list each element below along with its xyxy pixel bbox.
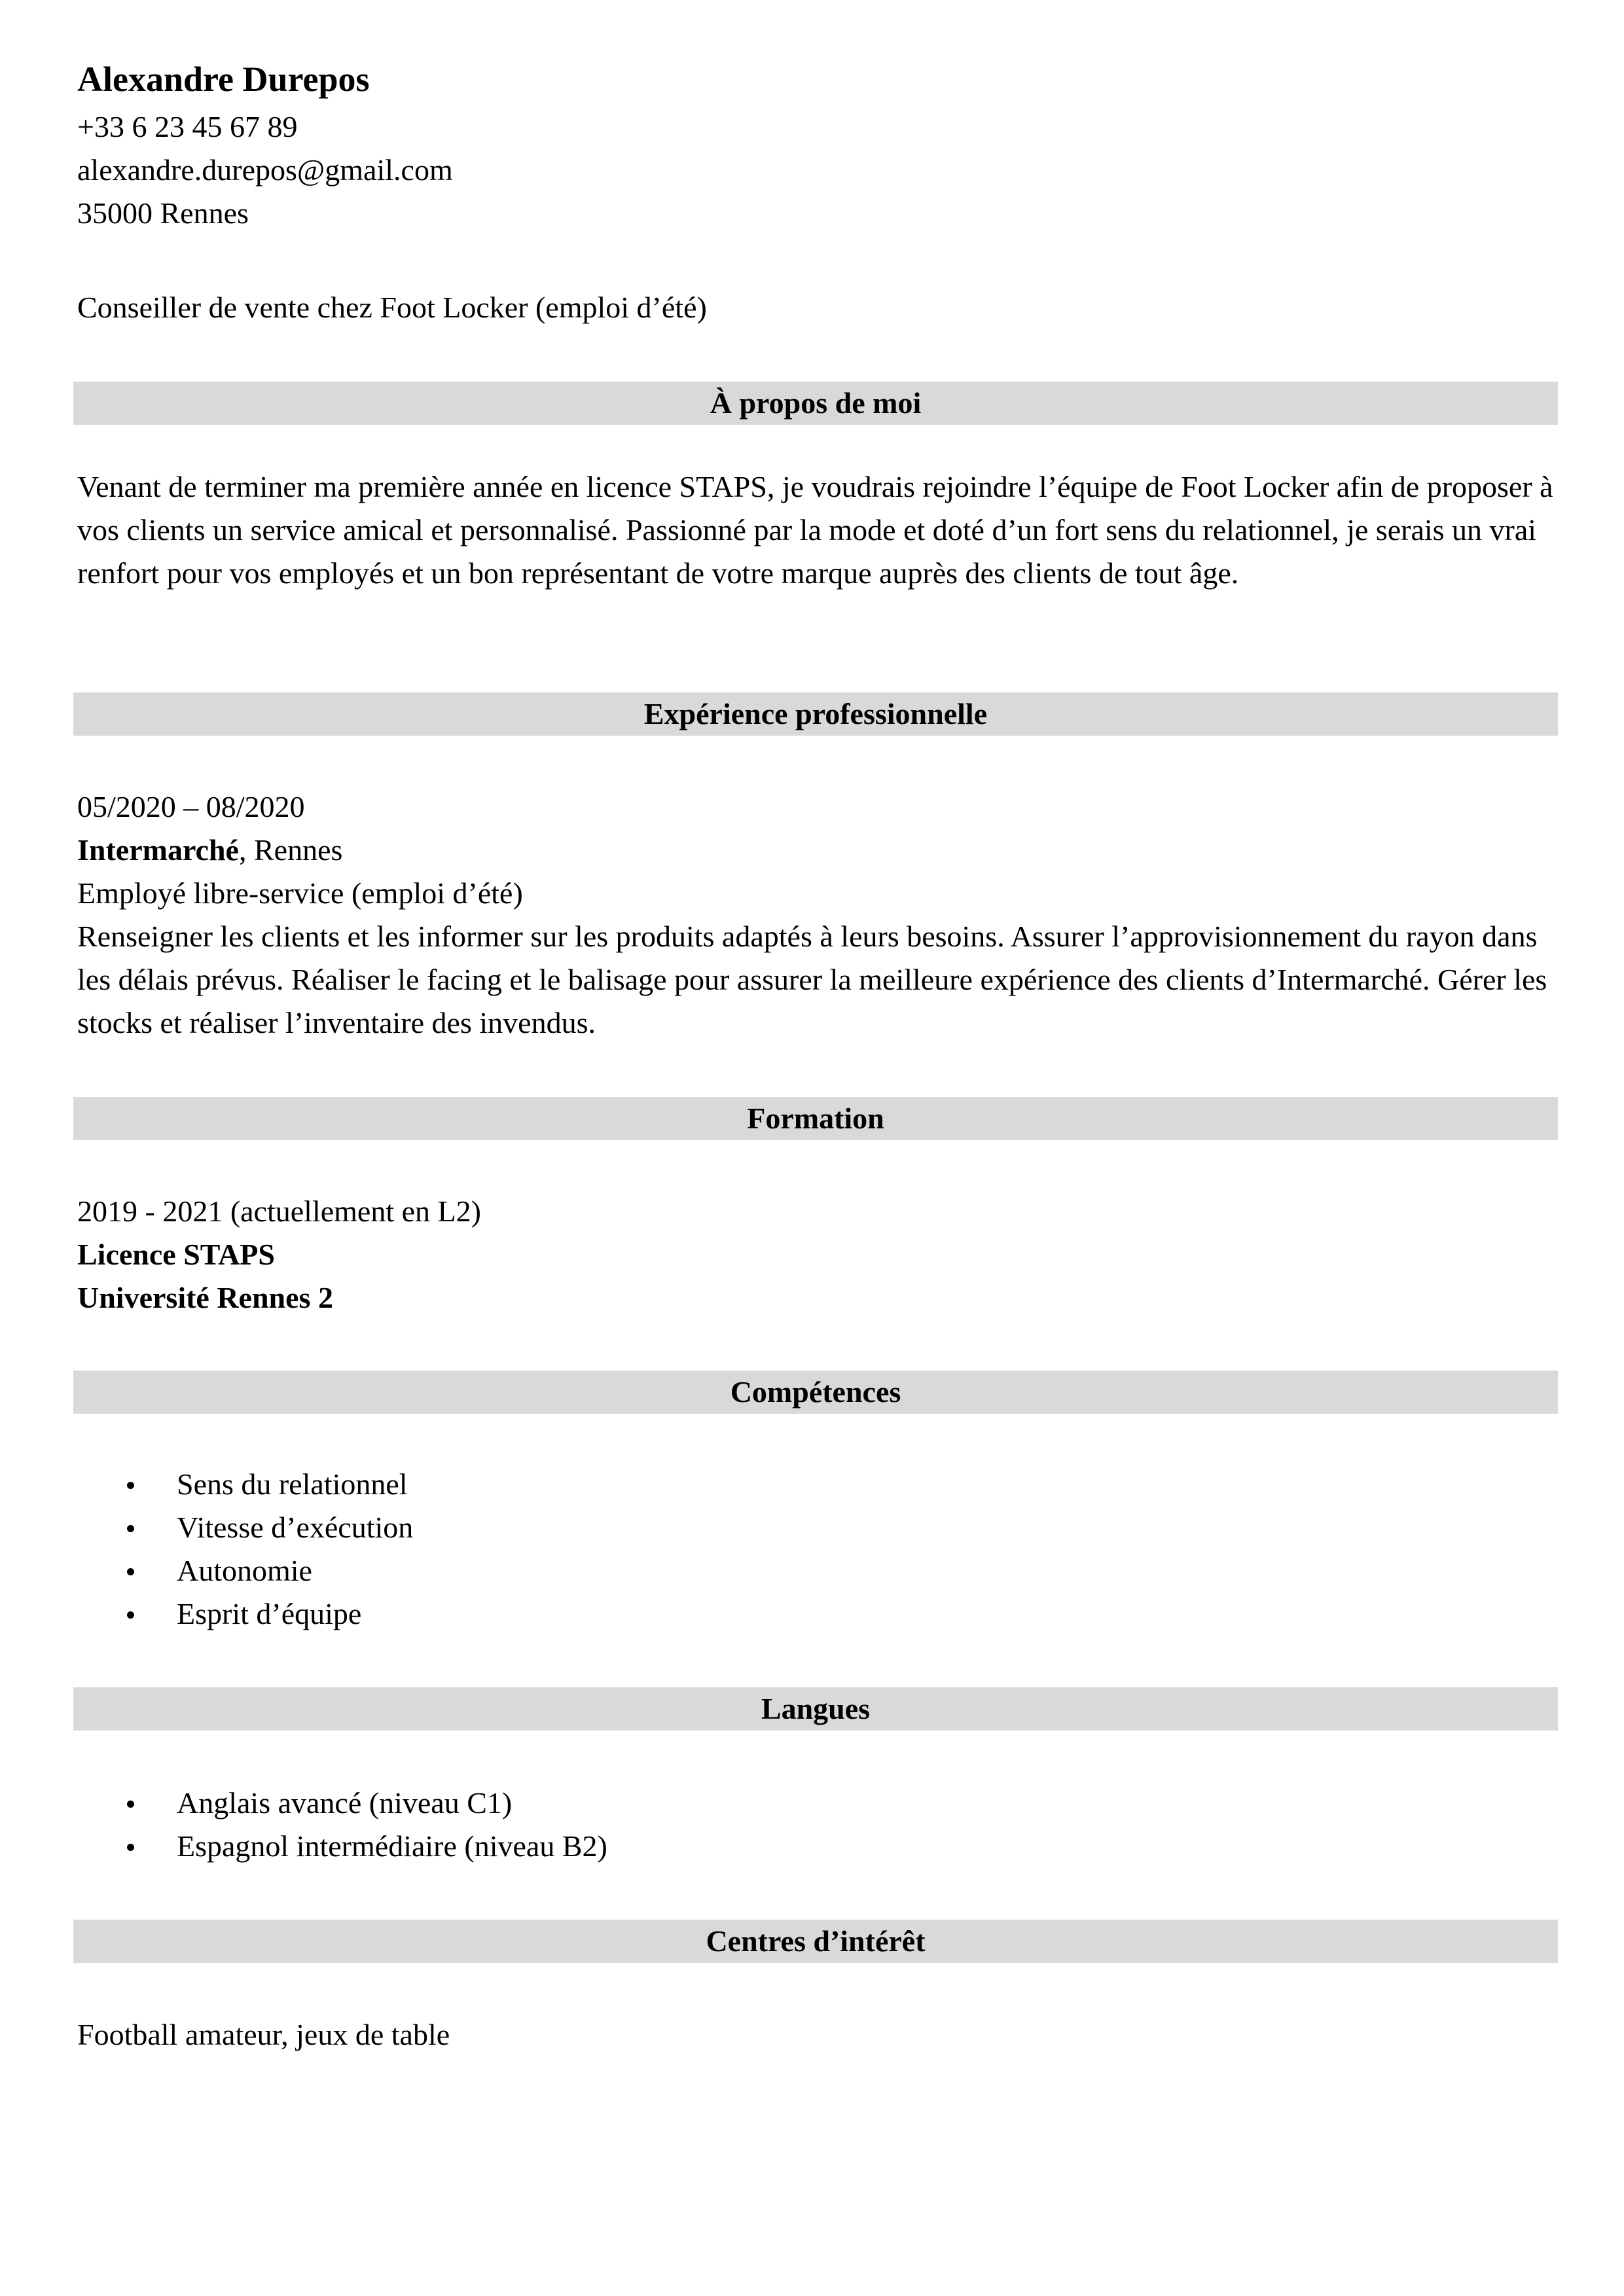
section-header-experience: Expérience professionnelle [73, 692, 1558, 736]
languages-list [77, 1782, 607, 1868]
bullet-icon [127, 1801, 134, 1808]
list-item [77, 1592, 413, 1636]
bullet-icon [127, 1611, 134, 1619]
postal-address: 35000 Rennes [77, 196, 249, 230]
experience-employer [77, 829, 342, 872]
skill-label: Autonomie [177, 1554, 312, 1587]
experience-location: , Rennes [238, 833, 343, 867]
section-header-education: Formation [73, 1097, 1558, 1140]
candidate-name: Alexandre Durepos [77, 60, 370, 99]
experience-dates: 05/2020 – 08/2020 [77, 790, 305, 823]
experience-description: Renseigner les clients et les informer sur les produits adaptés à leurs besoins. Assurer l’approvisionnement du rayon dans les délais prévus. Réaliser le facing et le balisage pour assurer la meilleure expérience des clients d’Intermarché. Gérer les stocks et réaliser l’inventaire des invendus. [77, 920, 1547, 1039]
education-school: Université Rennes 2 [77, 1281, 333, 1314]
list-item [77, 1825, 607, 1868]
list-item [77, 1463, 413, 1506]
interests-text: Football amateur, jeux de table [77, 2018, 450, 2051]
bullet-icon [127, 1482, 134, 1489]
skill-label: Vitesse d’exécution [177, 1511, 414, 1544]
list-item [77, 1549, 413, 1592]
language-label: Anglais avancé (niveau C1) [177, 1786, 513, 1820]
skills-list [77, 1463, 413, 1636]
section-header-skills: Compétences [73, 1371, 1558, 1414]
bullet-icon [127, 1525, 134, 1532]
section-header-languages: Langues [73, 1687, 1558, 1731]
bullet-icon [127, 1568, 134, 1575]
phone-number: +33 6 23 45 67 89 [77, 110, 298, 143]
skill-label: Sens du relationnel [177, 1467, 408, 1501]
bullet-icon [127, 1844, 134, 1851]
about-text: Venant de terminer ma première année en licence STAPS, je voudrais rejoindre l’équipe de Foot Locker afin de proposer à vos clients un service amical et personnalisé. Passionné par la mode et doté d’un fort sens du relationnel, je serais un vrai renfort pour vos employés et un bon représentant de votre marque auprès des clients de tout âge. [77, 470, 1553, 590]
education-dates: 2019 - 2021 (actuellement en L2) [77, 1194, 481, 1228]
experience-role: Employé libre-service (emploi d’été) [77, 876, 523, 910]
education-degree: Licence STAPS [77, 1238, 275, 1271]
email-address: alexandre.durepos@gmail.com [77, 153, 453, 187]
language-label: Espagnol intermédiaire (niveau B2) [177, 1829, 607, 1863]
list-item [77, 1506, 413, 1549]
skill-label: Esprit d’équipe [177, 1597, 362, 1630]
list-item [77, 1782, 607, 1825]
section-header-interests: Centres d’intérêt [73, 1920, 1558, 1963]
experience-company: Intermarché [77, 833, 239, 867]
job-objective: Conseiller de vente chez Foot Locker (emploi d’été) [77, 291, 707, 324]
section-header-about: À propos de moi [73, 382, 1558, 425]
